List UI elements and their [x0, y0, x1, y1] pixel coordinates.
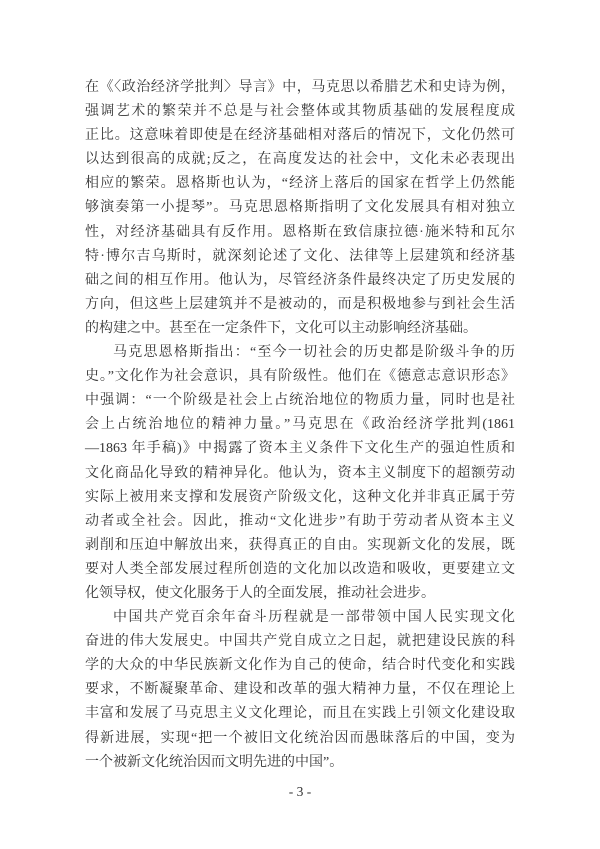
text-line: 正比。这意味着即使是在经济基础相对落后的情况下，文化仍然可 — [85, 128, 515, 144]
text-line: 方向，但这些上层建筑并不是被动的，而是积极地参与到社会生活 — [85, 296, 515, 312]
text-line: 动者或全社会。因此，推动“文化进步”有助于劳动者从资本主义 — [85, 513, 515, 529]
text-line: 在《〈政治经济学批判〉导言》中，马克思以希腊艺术和史诗为例， — [85, 80, 515, 95]
text-line: 以达到很高的成就;反之，在高度发达的社会中，文化未必表现出 — [85, 152, 515, 168]
text-line: 会上占统治地位的精神力量。”马克思在《政治经济学批判(1861 — [85, 417, 515, 433]
text-line: —1863 年手稿)》中揭露了资本主义条件下文化生产的强迫性质和 — [85, 441, 515, 457]
text-line: 中强调：“一个阶级是社会上占统治地位的物质力量，同时也是社 — [85, 393, 515, 409]
text-line: 实际上被用来支撑和发展资产阶级文化，这种文化并非真正属于劳 — [85, 489, 515, 505]
text-line: 相应的繁荣。恩格斯也认为，“经济上落后的国家在哲学上仍然能 — [85, 176, 515, 192]
text-line: 剥削和压迫中解放出来，获得真正的自由。实现新文化的发展，既 — [85, 537, 515, 553]
text-line: 得新进展，实现“把一个被旧文化统治因而愚昧落后的中国，变为 — [85, 730, 515, 746]
body-text — [85, 76, 515, 775]
text-line: 奋进的伟大发展史。中国共产党自成立之日起，就把建设民族的科 — [85, 634, 515, 650]
page-number: - 3 - — [288, 784, 312, 799]
text-line: 特·博尔吉乌斯时，就深刻论述了文化、法律等上层建筑和经济基 — [85, 248, 515, 264]
text-line: 学的大众的中华民族新文化作为自己的使命，结合时代变化和实践 — [85, 658, 515, 674]
text-line: 化领导权，使文化服务于人的全面发展，推动社会进步。 — [85, 585, 435, 601]
text-line: 的构建之中。甚至在一定条件下，文化可以主动影响经济基础。 — [85, 320, 477, 336]
text-line: 马克思恩格斯指出：“至今一切社会的历史都是阶级斗争的历 — [113, 345, 515, 361]
text-line: 中国共产党百余年奋斗历程就是一部带领中国人民实现文化 — [113, 610, 515, 626]
text-line: 文化商品化导致的精神异化。他认为，资本主义制度下的超额劳动 — [85, 465, 515, 481]
text-line: 性，对经济基础具有反作用。恩格斯在致信康拉德·施米特和瓦尔 — [85, 224, 515, 240]
text-line: 丰富和发展了马克思主义文化理论，而且在实践上引领文化建设取 — [85, 706, 515, 722]
text-line: 够演奏第一小提琴”。马克思恩格斯指明了文化发展具有相对独立 — [85, 200, 515, 216]
text-line: 础之间的相互作用。他认为，尽管经济条件最终决定了历史发展的 — [85, 272, 515, 288]
text-line: 要对人类全部发展过程所创造的文化加以改造和吸收，更要建立文 — [85, 561, 515, 577]
text-line: 一个被新文化统治因而文明先进的中国”。 — [85, 754, 344, 770]
text-line: 强调艺术的繁荣并不总是与社会整体或其物质基础的发展程度成 — [85, 104, 515, 120]
text-line: 史。”文化作为社会意识，具有阶级性。他们在《德意志意识形态》 — [85, 369, 515, 385]
text-line: 要求，不断凝聚革命、建设和改革的强大精神力量，不仅在理论上 — [85, 682, 515, 698]
